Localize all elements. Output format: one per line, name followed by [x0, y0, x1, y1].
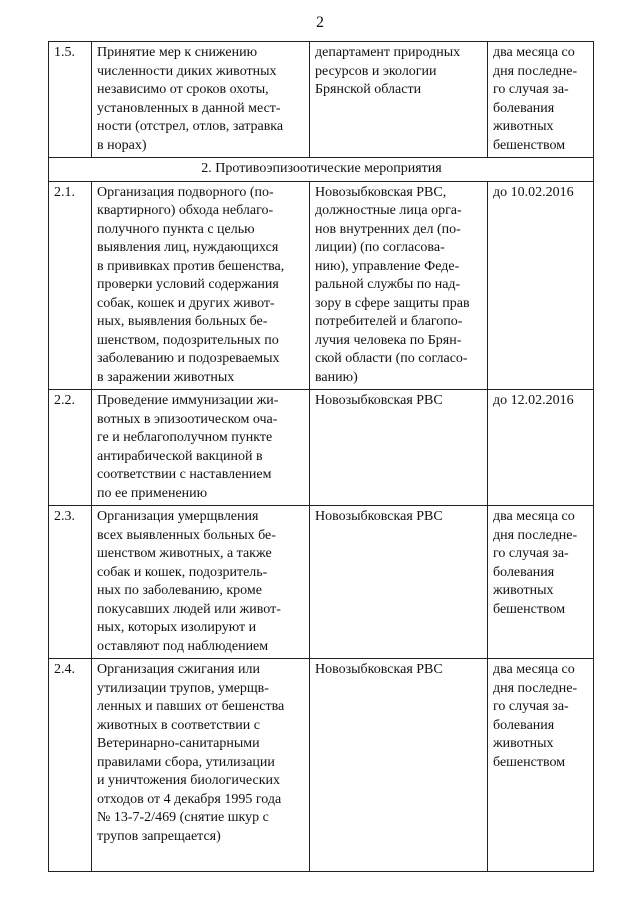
- row-number: 2.3.: [49, 506, 92, 659]
- row-number: 2.4.: [49, 659, 92, 872]
- task-cell: Принятие мер к снижению численности диких животных независимо от сроков охоты, установленных в данной мест- ности (отстрел, отлов, затравка в норах): [92, 42, 310, 158]
- term-cell: два месяца со дня последне- го случая за- болевания животных бешенством: [488, 506, 594, 659]
- executor-cell: Новозыбковская РВС: [310, 506, 488, 659]
- term-cell: до 12.02.2016: [488, 390, 594, 506]
- page-number: 2: [316, 14, 324, 31]
- row-number: 2.1.: [49, 181, 92, 390]
- row-number: 1.5.: [49, 42, 92, 158]
- table-row: [49, 659, 594, 872]
- executor-cell: Новозыбковская РВС, должностные лица орга- нов внутренних дел (по- лиции) (по согласова- нию), управление Феде- ральной службы по над- зору в сфере защиты прав потребителей и благопо- лучия человека по Брян- ской области (по согласо- ванию): [310, 181, 488, 390]
- term-cell: два месяца со дня последне- го случая за- болевания животных бешенством: [488, 42, 594, 158]
- table-row: [49, 181, 594, 390]
- executor-cell: Новозыбковская РВС: [310, 390, 488, 506]
- task-cell: Проведение иммунизации жи- вотных в эпизоотическом оча- ге и неблагополучном пункте антирабической вакциной в соответствии с наставлением по ее применению: [92, 390, 310, 506]
- table-row: [49, 390, 594, 506]
- table-row: [49, 42, 594, 158]
- section-title: 2. Противоэпизоотические мероприятия: [49, 158, 594, 182]
- task-cell: Организация подворного (по- квартирного) обхода неблаго- получного пункта с целью выявления лиц, нуждающихся в прививках против бешенства, проверки условий содержания собак, кошек и других живот- ных, выявления больных бе- шенством, подозрительных по заболеванию и подозреваемых в заражении животных: [92, 181, 310, 390]
- measures-table: [48, 41, 594, 872]
- section-header-row: [49, 158, 594, 182]
- executor-cell: Новозыбковская РВС: [310, 659, 488, 872]
- task-cell: Организация сжигания или утилизации трупов, умерщв- ленных и павших от бешенства животных в соответствии с Ветеринарно-санитарными правилами сбора, утилизации и уничтожения биологических отходов от 4 декабря 1995 года № 13-7-2/469 (снятие шкур с трупов запрещается): [92, 659, 310, 872]
- term-cell: до 10.02.2016: [488, 181, 594, 390]
- task-cell: Организация умерщвления всех выявленных больных бе- шенством животных, а также собак и кошек, подозритель- ных по заболеванию, кроме покусавших людей или живот- ных, которых изолируют и оставляют под наблюдением: [92, 506, 310, 659]
- row-number: 2.2.: [49, 390, 92, 506]
- table-row: [49, 506, 594, 659]
- executor-cell: департамент природных ресурсов и экологии Брянской области: [310, 42, 488, 158]
- term-cell: два месяца со дня последне- го случая за- болевания животных бешенством: [488, 659, 594, 872]
